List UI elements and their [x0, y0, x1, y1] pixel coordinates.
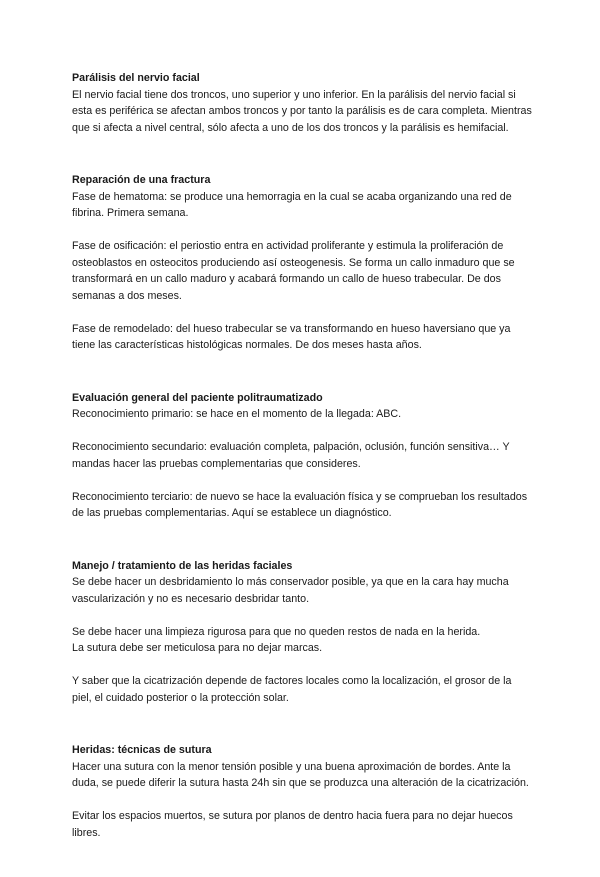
paragraph: Fase de remodelado: del hueso trabecular se va transformando en hueso haversiano que ya tiene las características histológicas normales. De dos meses hasta años. [72, 322, 514, 351]
section-heading: Manejo / tratamiento de las heridas faciales [72, 559, 293, 572]
paragraph: Se debe hacer un desbridamiento lo más conservador posible, ya que en la cara hay mucha vascularización y no es necesario desbridar tanto. [72, 576, 512, 605]
section-polytrauma-evaluation [72, 390, 532, 522]
paragraph: Fase de osificación: el periostio entra en actividad proliferante y estimula la proliferación de osteoblastos en osteocitos produciendo así osteogenesis. Se forma un callo inmaduro que se transformará en un callo maduro y acabará formando un callo de hueso trabecular. De dos semanas a dos meses. [72, 240, 518, 302]
paragraph: Reconocimiento terciario: de nuevo se hace la evaluación física y se comprueban los resultados de las pruebas complementarias. Aquí se establece un diagnóstico. [72, 490, 531, 519]
paragraph: El nervio facial tiene dos troncos, uno superior y uno inferior. En la parálisis del nervio facial si esta es periférica se afectan ambos troncos y por tanto la parálisis es de cara completa. Mientras que si afecta a nivel central, sólo afecta a uno de los dos troncos y la parálisis es hemifacial. [72, 88, 535, 134]
paragraph: Hacer una sutura con la menor tensión posible y una buena aproximación de bordes. Ante la duda, se puede diferir la sutura hasta 24h sin que se produzca una alteración de la cicatrización. [72, 760, 529, 789]
paragraph: Fase de hematoma: se produce una hemorragia en la cual se acaba organizando una red de fibrina. Primera semana. [72, 190, 515, 219]
section-fracture-repair [72, 172, 532, 354]
section-heading: Heridas: técnicas de sutura [72, 744, 212, 756]
document-page [72, 70, 535, 877]
paragraph: Se debe hacer una limpieza rigurosa para que no queden restos de nada en la herida. [72, 625, 481, 638]
section-facial-paralysis [72, 70, 535, 136]
paragraph: La sutura debe ser meticulosa para no dejar marcas. [72, 642, 323, 654]
paragraph: Evitar los espacios muertos, se sutura por planos de dentro hacia fuera para no dejar huecos libres. [72, 810, 516, 839]
section-heading: Evaluación general del paciente politraumatizado [72, 391, 323, 404]
section-heading: Reparación de una fractura [72, 174, 211, 186]
section-facial-wounds [72, 558, 532, 707]
section-heading: Parálisis del nervio facial [72, 72, 200, 84]
paragraph: Reconocimiento primario: se hace en el momento de la llegada: ABC. [72, 408, 402, 420]
paragraph: Y saber que la cicatrización depende de factores locales como la localización, el grosor de la piel, el cuidado posterior o la protección solar. [72, 675, 515, 704]
paragraph: Reconocimiento secundario: evaluación completa, palpación, oclusión, función sensitiva… Y mandas hacer las pruebas complementarias que consideres. [72, 441, 513, 470]
section-suture-techniques [72, 742, 532, 841]
